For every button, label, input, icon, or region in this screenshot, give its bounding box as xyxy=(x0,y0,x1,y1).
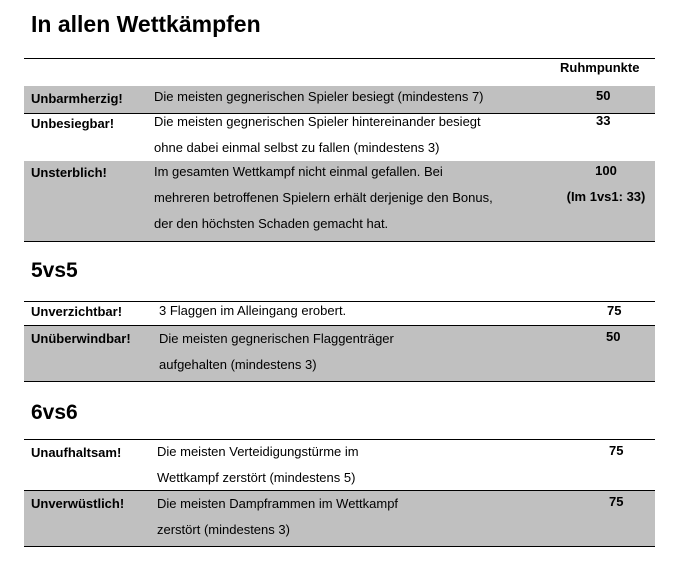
achievement-name: Unbarmherzig! xyxy=(31,91,123,106)
points-line: 75 xyxy=(609,443,624,458)
points-line: 33 xyxy=(596,113,611,128)
divider xyxy=(24,241,655,242)
divider xyxy=(24,381,655,382)
achievement-description xyxy=(154,159,493,237)
description-line: Die meisten gegnerischen Spieler hintereinander besiegt xyxy=(154,114,481,129)
description-line: aufgehalten (mindestens 3) xyxy=(159,357,317,372)
points-line: 75 xyxy=(609,494,624,509)
description-line: Die meisten Verteidigungstürme im xyxy=(157,444,359,459)
table-row xyxy=(24,326,655,381)
description-line: 3 Flaggen im Alleingang erobert. xyxy=(159,303,347,318)
description-line: mehreren betroffenen Spielern erhält derjenige den Bonus, xyxy=(154,190,493,205)
section-heading-5vs5: 5vs5 xyxy=(31,259,78,282)
achievement-name: Unsterblich! xyxy=(31,165,107,180)
points-value xyxy=(609,489,623,515)
table-row xyxy=(24,114,655,161)
achievement-description xyxy=(157,491,398,543)
points-value xyxy=(596,83,610,109)
achievement-name: Unbesiegbar! xyxy=(31,116,115,131)
points-line: 50 xyxy=(606,329,621,344)
achievement-name: Unverzichtbar! xyxy=(31,304,123,319)
description-line: Die meisten gegnerischen Spieler besiegt (mindestens 7) xyxy=(154,89,484,104)
points-value xyxy=(558,158,654,210)
divider xyxy=(24,546,655,547)
achievement-description xyxy=(154,84,484,110)
description-line: ohne dabei einmal selbst zu fallen (mindestens 3) xyxy=(154,140,440,155)
achievement-description xyxy=(154,109,481,161)
points-line: 100 xyxy=(595,163,617,178)
description-line: Im gesamten Wettkampf nicht einmal gefallen. Bei xyxy=(154,164,443,179)
column-header-points: Ruhmpunkte xyxy=(560,60,640,75)
page-title: In allen Wettkämpfen xyxy=(31,11,261,37)
achievement-description xyxy=(159,298,346,324)
points-line: (Im 1vs1: 33) xyxy=(566,189,646,204)
points-value xyxy=(596,108,610,134)
table-row xyxy=(24,440,655,490)
achievement-description xyxy=(159,326,394,378)
points-line: 75 xyxy=(607,303,622,318)
points-line: 50 xyxy=(596,88,611,103)
points-value xyxy=(609,438,623,464)
description-line: zerstört (mindestens 3) xyxy=(157,522,290,537)
achievement-name: Unverwüstlich! xyxy=(31,496,125,511)
description-line: Die meisten Dampframmen im Wettkampf xyxy=(157,496,399,511)
description-line: Wettkampf zerstört (mindestens 5) xyxy=(157,470,356,485)
achievement-name: Unüberwindbar! xyxy=(31,331,131,346)
description-line: Die meisten gegnerischen Flaggenträger xyxy=(159,331,394,346)
table-row xyxy=(24,302,655,325)
description-line: der den höchsten Schaden gemacht hat. xyxy=(154,216,389,231)
points-value xyxy=(607,298,621,324)
achievement-description xyxy=(157,439,359,491)
divider xyxy=(24,58,655,59)
points-value xyxy=(606,324,620,350)
achievement-name: Unaufhaltsam! xyxy=(31,445,122,460)
table-row xyxy=(24,161,655,241)
table-row xyxy=(24,491,655,546)
section-heading-6vs6: 6vs6 xyxy=(31,401,78,424)
